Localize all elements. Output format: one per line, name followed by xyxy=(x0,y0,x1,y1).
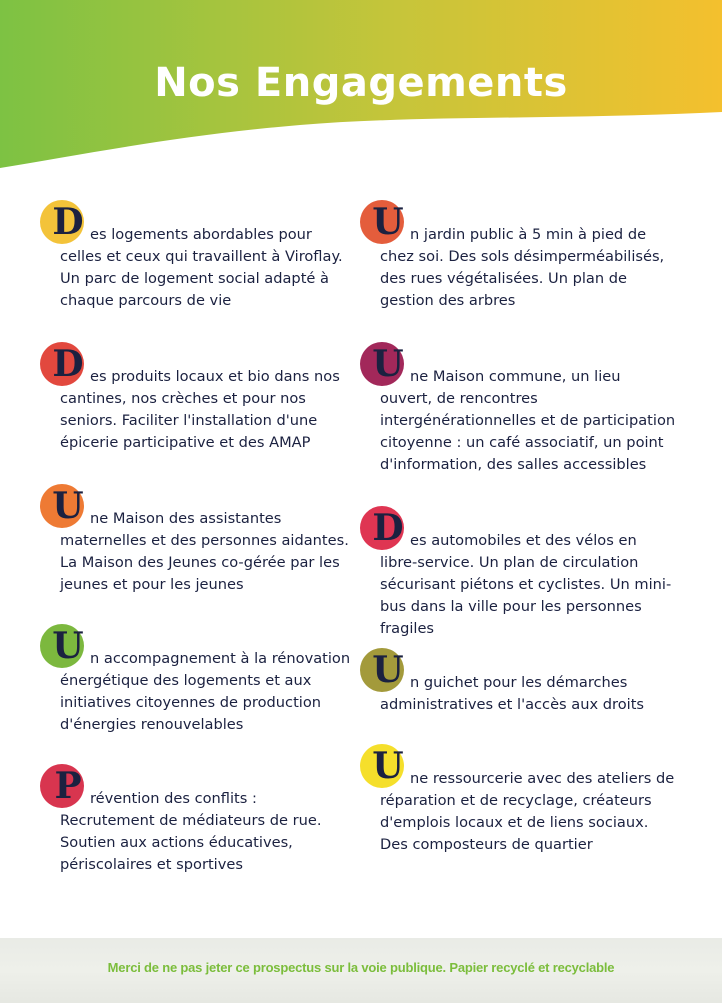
drop-cap-letter: D xyxy=(52,343,84,385)
engagement-text: es logements abordables pour celles et ceux qui travaillent à Viroflay. Un parc de logement social adapté à chaque parcours de vie xyxy=(60,226,343,309)
engagement-text: ne Maison commune, un lieu ouvert, de rencontres intergénérationnelles et de participation citoyenne : un café associatif, un point d'information, des salles accessibles xyxy=(380,368,676,473)
engagement-text: es automobiles et des vélos en libre-service. Un plan de circulation sécurisant piétons et cyclistes. Un mini-bus dans la ville pour les personnes fragiles xyxy=(380,532,672,637)
engagement-text: ne Maison des assistantes maternelles et des personnes aidantes. La Maison des Jeunes co-gérée par les jeunes et pour les jeunes xyxy=(60,510,349,593)
drop-cap-letter: D xyxy=(372,507,404,549)
engagement-text: n accompagnement à la rénovation énergétique des logements et aux initiatives citoyennes de production d'énergies renouvelables xyxy=(60,650,351,733)
engagement-text: n guichet pour les démarches administratives et l'accès aux droits xyxy=(380,674,645,713)
drop-cap-letter: U xyxy=(372,745,404,787)
drop-cap-letter: U xyxy=(372,649,404,691)
page-title: Nos Engagements xyxy=(154,60,568,106)
drop-cap-letter: P xyxy=(54,765,82,807)
drop-cap-letter: D xyxy=(52,201,84,243)
engagement-text: n jardin public à 5 min à pied de chez soi. Des sols désimperméabilisés, des rues végétalisées. Un plan de gestion des arbres xyxy=(380,226,665,309)
drop-cap-letter: U xyxy=(52,485,84,527)
engagement-text: révention des conflits : Recrutement de médiateurs de rue. Soutien aux actions éducatives, périscolaires et sportives xyxy=(60,790,322,873)
drop-cap-letter: U xyxy=(52,625,84,667)
drop-cap-letter: U xyxy=(372,343,404,385)
engagement-text: es produits locaux et bio dans nos cantines, nos crèches et pour nos seniors. Faciliter l'installation d'une épicerie participative et des AMAP xyxy=(60,368,340,451)
engagement-text: ne ressourcerie avec des ateliers de réparation et de recyclage, créateurs d'emplois locaux et de liens sociaux. Des composteurs de quartier xyxy=(380,770,675,853)
footer-notice: Merci de ne pas jeter ce prospectus sur la voie publique. Papier recyclé et recyclable xyxy=(107,960,615,975)
drop-cap-letter: U xyxy=(372,201,404,243)
